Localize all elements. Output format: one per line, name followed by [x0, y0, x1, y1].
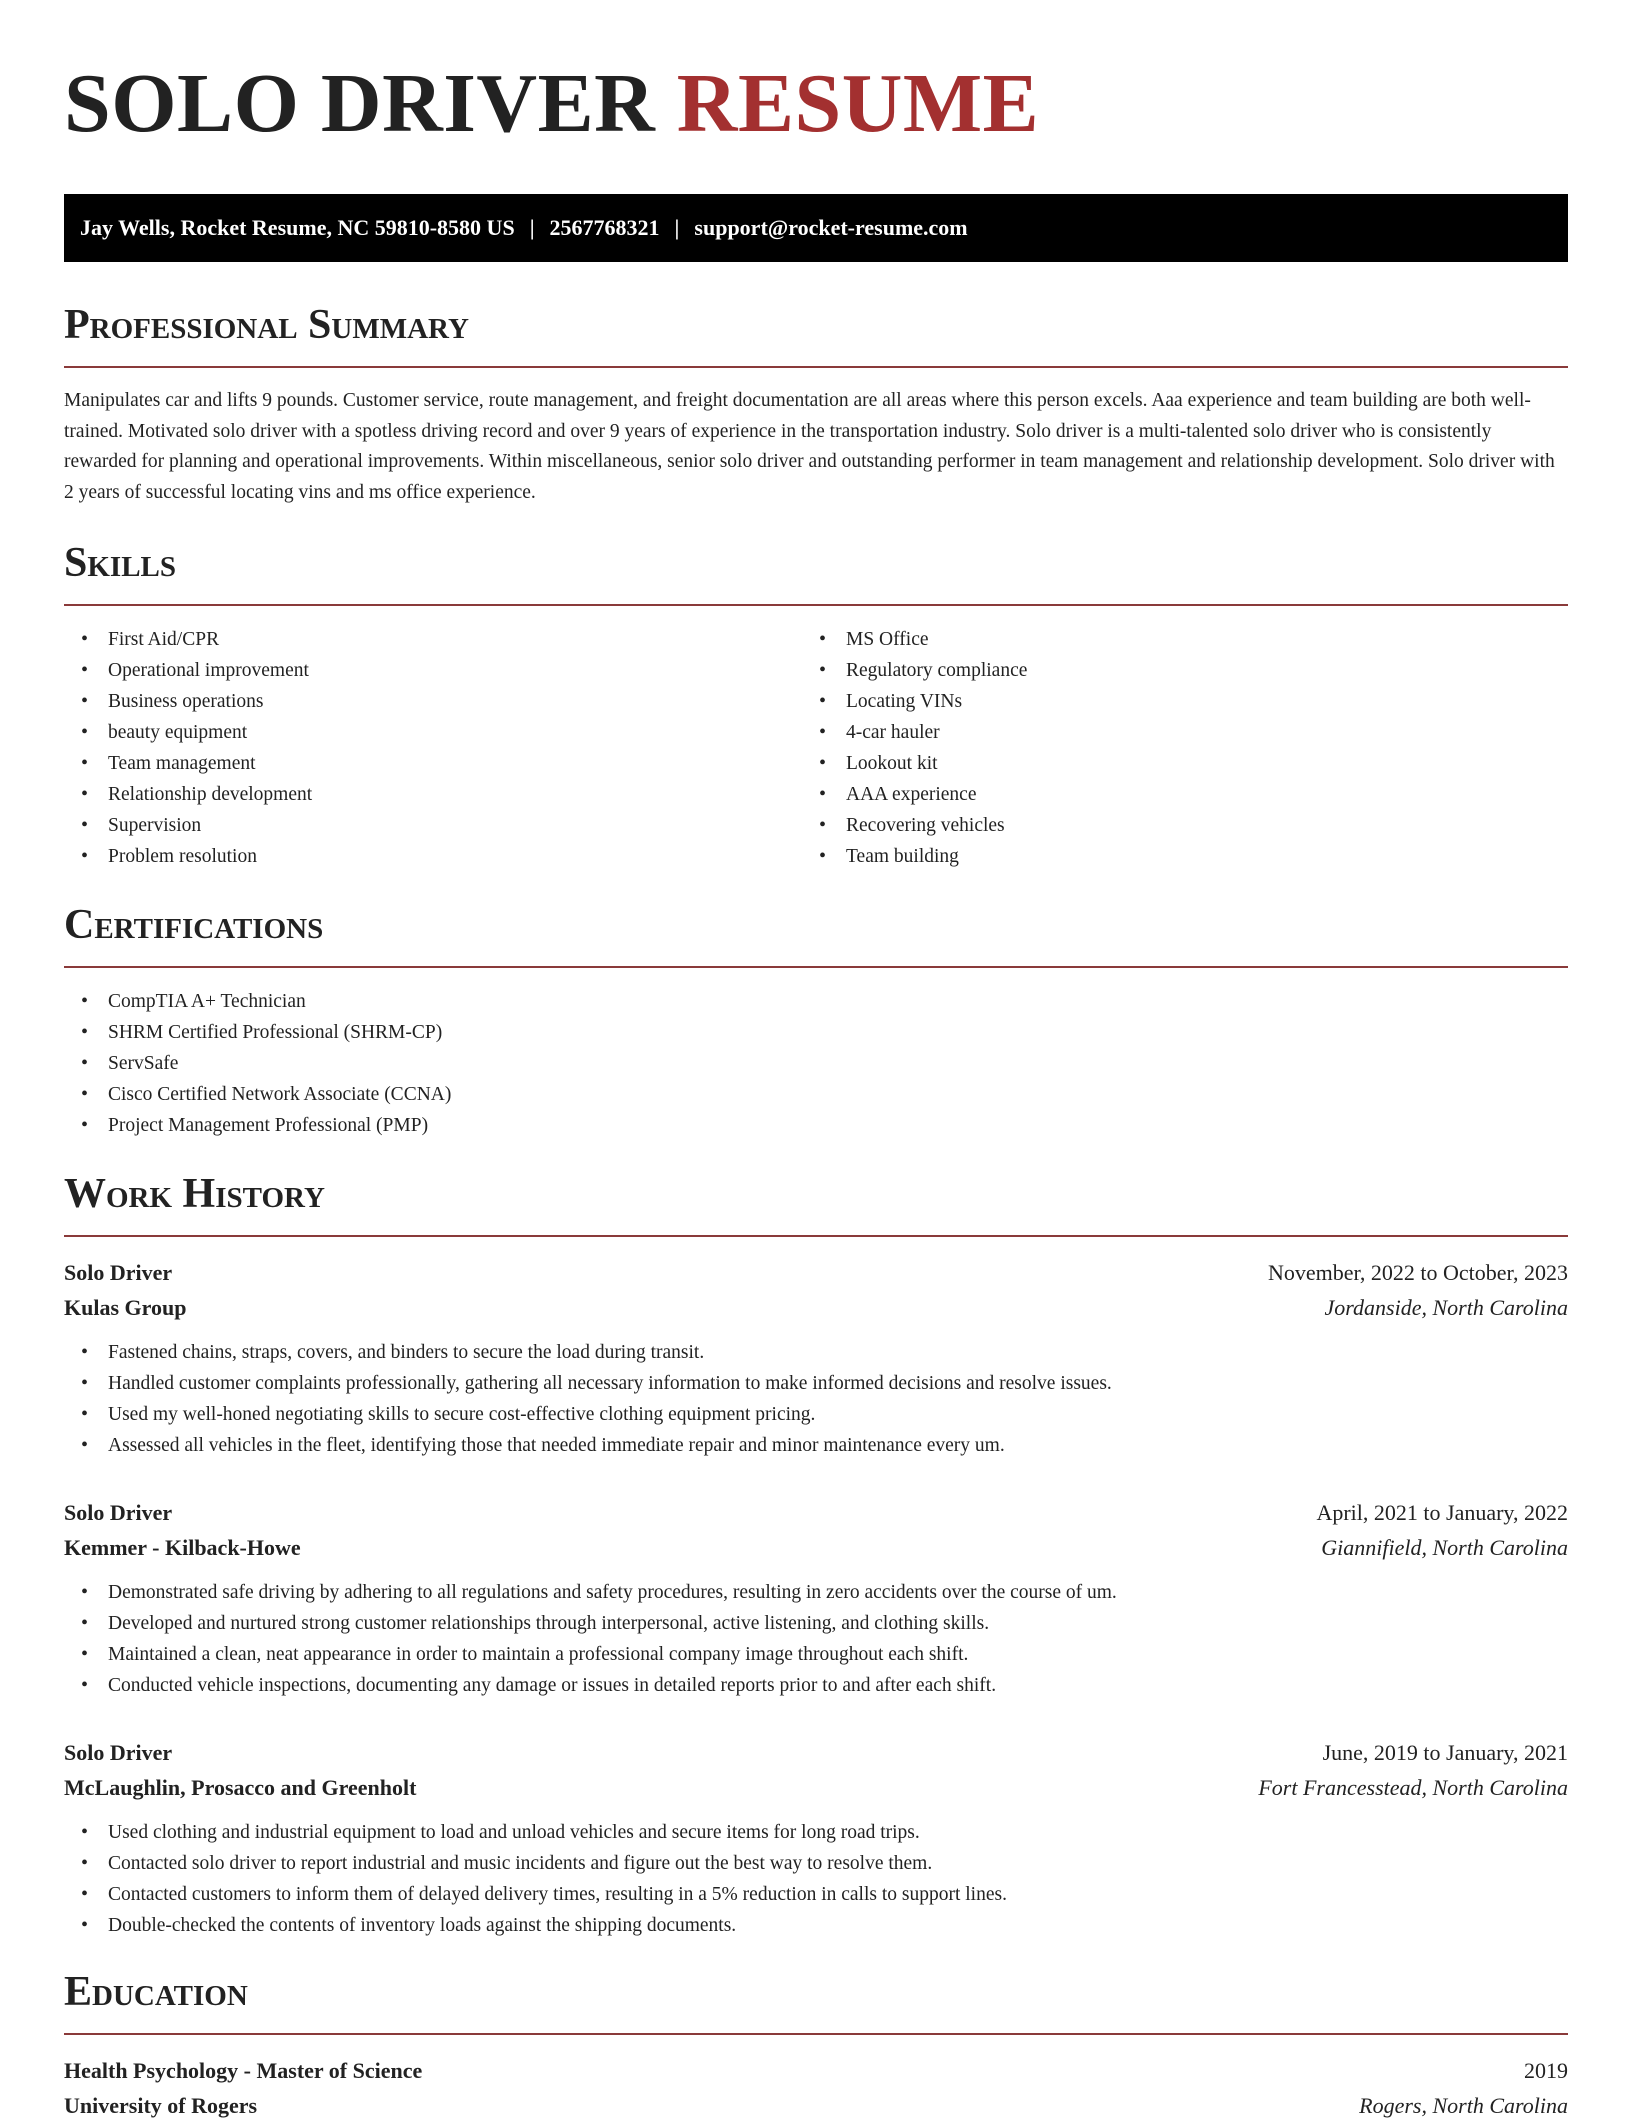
certifications-section — [64, 900, 1568, 1141]
contact-separator: | — [674, 215, 680, 240]
skills-grid — [64, 624, 1568, 872]
skill-item: • Locating VINs — [802, 686, 1540, 717]
job-dates: November, 2022 to October, 2023 — [1267, 1260, 1568, 1285]
certification-item: • Project Management Professional (PMP) — [64, 1110, 1568, 1141]
job-bullet: • Contacted customers to inform them of delayed delivery times, resulting in a 5% reduction in calls to support lines. — [64, 1879, 1568, 1910]
job-location: Jordanside, North Carolina — [1324, 1295, 1568, 1320]
section-divider — [64, 604, 1568, 606]
section-divider — [64, 1235, 1568, 1237]
job-bullet: • Double-checked the contents of inventory loads against the shipping documents. — [64, 1910, 1568, 1941]
job-bullet: • Developed and nurtured strong customer relationships through interpersonal, active listening, and clothing skills. — [64, 1608, 1568, 1639]
skill-item: • First Aid/CPR — [64, 624, 802, 655]
job-bullets — [64, 1337, 1568, 1461]
skill-item: • Problem resolution — [64, 841, 802, 872]
certifications-list — [64, 986, 1568, 1141]
summary-text: Manipulates car and lifts 9 pounds. Customer service, route management, and freight documentation are all areas where this person excels. Aaa experience and team building are both well-trained. Motivated solo driver with a spotless driving record and over 9 years of experience in the transportation industry. Solo driver is a multi-talented solo driver who is consistently rewarded for planning and operational improvements. Within miscellaneous, senior solo driver and outstanding performer in team management and relationship development. Solo driver with 2 years of successful locating vins and ms office experience. — [64, 390, 1555, 503]
section-heading-skills: Skills — [64, 540, 177, 586]
job-bullet: • Fastened chains, straps, covers, and binders to secure the load during transit. — [64, 1337, 1568, 1368]
job-bullet: • Contacted solo driver to report industrial and music incidents and figure out the best way to resolve them. — [64, 1848, 1568, 1879]
skill-item: • Recovering vehicles — [802, 810, 1540, 841]
certification-item: • Cisco Certified Network Associate (CCNA) — [64, 1079, 1568, 1110]
job-title: Solo Driver — [64, 1260, 173, 1285]
job-bullet: • Assessed all vehicles in the fleet, identifying those that needed immediate repair and minor maintenance every um. — [64, 1430, 1568, 1461]
skill-item: • Team building — [802, 841, 1540, 872]
job-location: Giannifield, North Carolina — [1321, 1535, 1568, 1560]
skill-item: • beauty equipment — [64, 717, 802, 748]
certification-item: • CompTIA A+ Technician — [64, 986, 1568, 1017]
job-bullets — [64, 1817, 1568, 1941]
job-entry — [64, 1495, 1568, 1701]
title-main: SOLO DRIVER — [64, 57, 656, 150]
section-divider — [64, 366, 1568, 368]
job-bullet: • Used my well-honed negotiating skills to secure cost-effective clothing equipment pricing. — [64, 1399, 1568, 1430]
job-bullet: • Conducted vehicle inspections, documenting any damage or issues in detailed reports prior to and after each shift. — [64, 1670, 1568, 1701]
skill-item: • Relationship development — [64, 779, 802, 810]
section-heading-summary: Professional Summary — [64, 302, 469, 348]
skills-section — [64, 538, 1568, 872]
skill-item: • Operational improvement — [64, 655, 802, 686]
resume-title — [64, 58, 1568, 150]
job-entry — [64, 1255, 1568, 1461]
contact-email: support@rocket-resume.com — [694, 215, 968, 240]
job-title: Solo Driver — [64, 1740, 173, 1765]
job-company: Kulas Group — [64, 1295, 187, 1320]
job-title: Solo Driver — [64, 1500, 173, 1525]
skill-item: • Lookout kit — [802, 748, 1540, 779]
education-year: 2019 — [1524, 2058, 1568, 2083]
job-company: McLaughlin, Prosacco and Greenholt — [64, 1775, 417, 1800]
education-location: Rogers, North Carolina — [1359, 2093, 1568, 2118]
certification-item: • ServSafe — [64, 1048, 1568, 1079]
education-section — [64, 1967, 1568, 2123]
job-bullet: • Used clothing and industrial equipment to load and unload vehicles and secure items for long road trips. — [64, 1817, 1568, 1848]
skill-item: • Team management — [64, 748, 802, 779]
contact-bar — [64, 194, 1568, 262]
job-dates: April, 2021 to January, 2022 — [1316, 1500, 1568, 1525]
certification-item: • SHRM Certified Professional (SHRM-CP) — [64, 1017, 1568, 1048]
job-bullets — [64, 1577, 1568, 1701]
job-dates: June, 2019 to January, 2021 — [1322, 1740, 1568, 1765]
section-heading-certifications: Certifications — [64, 902, 324, 948]
skill-item: • MS Office — [802, 624, 1540, 655]
summary-section — [64, 300, 1568, 508]
job-entry — [64, 1735, 1568, 1941]
job-bullet: • Maintained a clean, neat appearance in order to maintain a professional company image throughout each shift. — [64, 1639, 1568, 1670]
title-accent: RESUME — [676, 57, 1040, 150]
job-location: Fort Francesstead, North Carolina — [1258, 1775, 1568, 1800]
skill-item: • Regulatory compliance — [802, 655, 1540, 686]
section-heading-education: Education — [64, 1969, 248, 2015]
skills-list-left — [64, 624, 802, 872]
education-school: University of Rogers — [64, 2093, 258, 2118]
skills-list-right — [802, 624, 1540, 872]
job-bullet: • Handled customer complaints professionally, gathering all necessary information to make informed decisions and resolve issues. — [64, 1368, 1568, 1399]
job-bullet: • Demonstrated safe driving by adhering to all regulations and safety procedures, resulting in zero accidents over the course of um. — [64, 1577, 1568, 1608]
job-company: Kemmer - Kilback-Howe — [64, 1535, 301, 1560]
skill-item: • AAA experience — [802, 779, 1540, 810]
section-divider — [64, 966, 1568, 968]
section-heading-work-history: Work History — [64, 1171, 325, 1217]
contact-separator: | — [529, 215, 535, 240]
section-divider — [64, 2033, 1568, 2035]
contact-address: Jay Wells, Rocket Resume, NC 59810-8580 US — [80, 215, 515, 240]
contact-phone: 2567768321 — [549, 215, 660, 240]
education-degree: Health Psychology - Master of Science — [64, 2058, 423, 2083]
skill-item: • 4-car hauler — [802, 717, 1540, 748]
work-history-section — [64, 1169, 1568, 1941]
skill-item: • Business operations — [64, 686, 802, 717]
skill-item: • Supervision — [64, 810, 802, 841]
